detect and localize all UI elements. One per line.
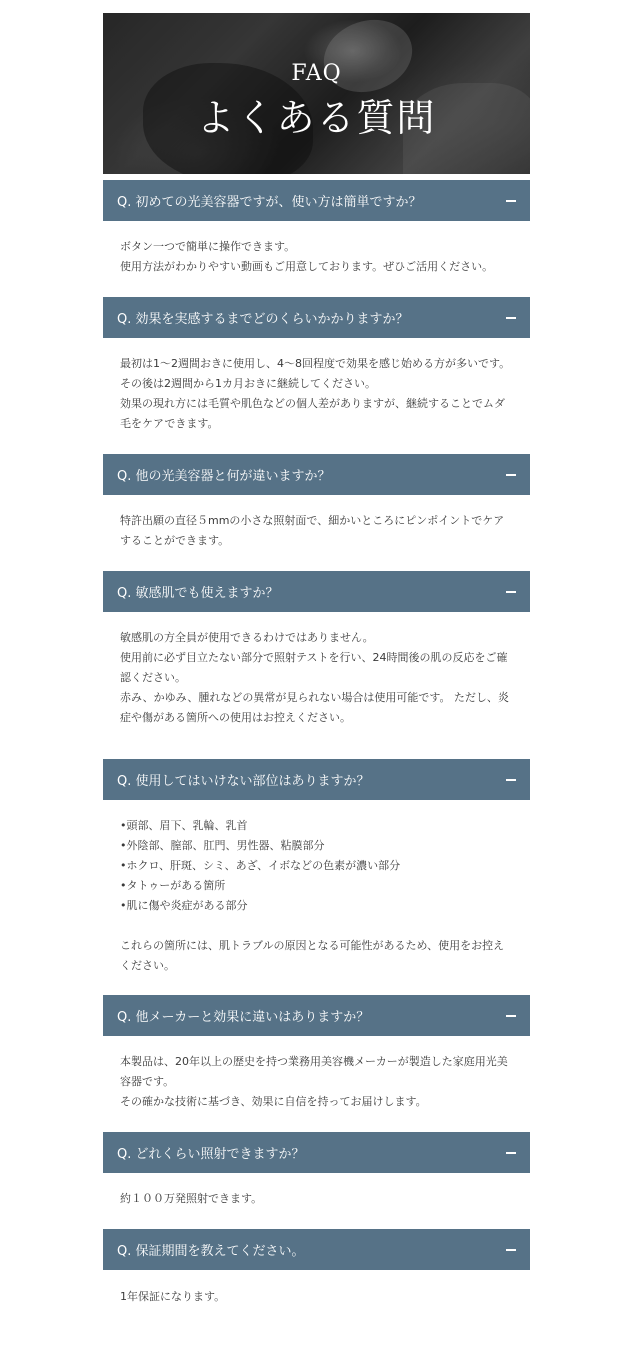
faq-question-3[interactable] [103, 454, 530, 495]
faq-answer-line: その確かな技術に基づき、効果に自信を持ってお届けします。 [120, 1095, 427, 1108]
faq-answer-line: 約１００万発照射できます。 [120, 1192, 263, 1205]
faq-question-text: Q. どれくらい照射できますか？ [117, 1147, 305, 1162]
faq-answer-line: 効果の現れ方には毛質や肌色などの個人差がありますが、継続することでムダ [120, 397, 505, 410]
faq-answer-1 [120, 237, 515, 277]
collapse-minus-icon[interactable] [505, 1009, 516, 1023]
faq-answer-line: •外陰部、膣部、肛門、男性器、粘膜部分 [120, 839, 325, 852]
faq-answer-line: 毛をケアできます。 [120, 417, 219, 430]
collapse-minus-icon[interactable] [505, 468, 516, 482]
faq-answer-line: 認ください。 [120, 671, 186, 684]
faq-answer-line: 赤み、かゆみ、腫れなどの異常が見られない場合は使用可能です。 ただし、炎 [120, 691, 509, 704]
faq-answer-line: •タトゥーがある箇所 [120, 879, 226, 892]
collapse-minus-icon[interactable] [505, 1146, 516, 1160]
faq-answer-line: することができます。 [120, 534, 230, 547]
faq-question-text: Q. 他メーカーと効果に違いはありますか？ [117, 1010, 370, 1025]
faq-question-8[interactable] [103, 1229, 530, 1270]
faq-answer-line: •ホクロ、肝斑、シミ、あざ、イボなどの色素が濃い部分 [120, 859, 401, 872]
collapse-minus-icon[interactable] [505, 585, 516, 599]
faq-question-2[interactable] [103, 297, 530, 338]
faq-answer-line: •頭部、眉下、乳輪、乳首 [120, 819, 248, 832]
faq-question-text: Q. 他の光美容器と何が違いますか？ [117, 469, 331, 484]
faq-answer-line: ください。 [120, 959, 175, 972]
faq-answer-line: 使用方法がわかりやすい動画もご用意しております。ぜひご活用ください。 [120, 260, 494, 273]
faq-question-4[interactable] [103, 571, 530, 612]
faq-question-text: Q. 保証期間を教えてください。 [117, 1244, 305, 1259]
faq-answer-line: 敏感肌の方全員が使用できるわけではありません。 [120, 631, 374, 644]
faq-question-text: Q. 効果を実感するまでどのくらいかかりますか？ [117, 312, 409, 327]
faq-answer-4 [120, 628, 515, 728]
collapse-minus-icon[interactable] [505, 311, 516, 325]
faq-question-text: Q. 使用してはいけない部位はありますか？ [117, 774, 370, 789]
faq-question-text: Q. 初めての光美容器ですが、使い方は簡単ですか？ [117, 195, 422, 210]
faq-answer-3 [120, 511, 515, 551]
faq-answer-line: 本製品は、20年以上の歴史を持つ業務用美容機メーカーが製造した家庭用光美 [120, 1055, 508, 1068]
faq-answer-7 [120, 1189, 515, 1209]
faq-hero-banner [103, 13, 530, 174]
faq-answer-line: 特許出願の直径５mmの小さな照射面で、細かいところにピンポイントでケア [120, 514, 505, 527]
hero-heading-ja: よくある質問 [196, 96, 437, 140]
collapse-minus-icon[interactable] [505, 1243, 516, 1257]
faq-question-7[interactable] [103, 1132, 530, 1173]
faq-answer-line: その後は2週間から1カ月おきに継続してください。 [120, 377, 376, 390]
hero-heading-en: FAQ [291, 61, 342, 86]
faq-answer-line: 最初は1～2週間おきに使用し、4～8回程度で効果を感じ始める方が多いです。 [120, 357, 511, 370]
faq-answer-line: 症や傷がある箇所への使用はお控えください。 [120, 711, 351, 724]
faq-answer-line [120, 916, 515, 936]
faq-answer-line: 使用前に必ず目立たない部分で照射テストを行い、24時間後の肌の反応をご確 [120, 651, 508, 664]
faq-answer-line: 1年保証になります。 [120, 1290, 226, 1303]
faq-answer-2 [120, 354, 515, 434]
faq-answer-line: これらの箇所には、肌トラブルの原因となる可能性があるため、使用をお控え [120, 939, 505, 952]
faq-answer-line: •肌に傷や炎症がある部分 [120, 899, 248, 912]
faq-answer-8 [120, 1287, 515, 1307]
faq-question-6[interactable] [103, 995, 530, 1036]
faq-answer-line: 容器です。 [120, 1075, 175, 1088]
faq-answer-6 [120, 1052, 515, 1112]
faq-question-1[interactable] [103, 180, 530, 221]
faq-question-5[interactable] [103, 759, 530, 800]
hero-overlay [103, 13, 530, 174]
faq-question-text: Q. 敏感肌でも使えますか？ [117, 586, 279, 601]
collapse-minus-icon[interactable] [505, 194, 516, 208]
faq-answer-line: ボタン一つで簡単に操作できます。 [120, 240, 296, 253]
faq-answer-5 [120, 816, 515, 976]
collapse-minus-icon[interactable] [505, 773, 516, 787]
